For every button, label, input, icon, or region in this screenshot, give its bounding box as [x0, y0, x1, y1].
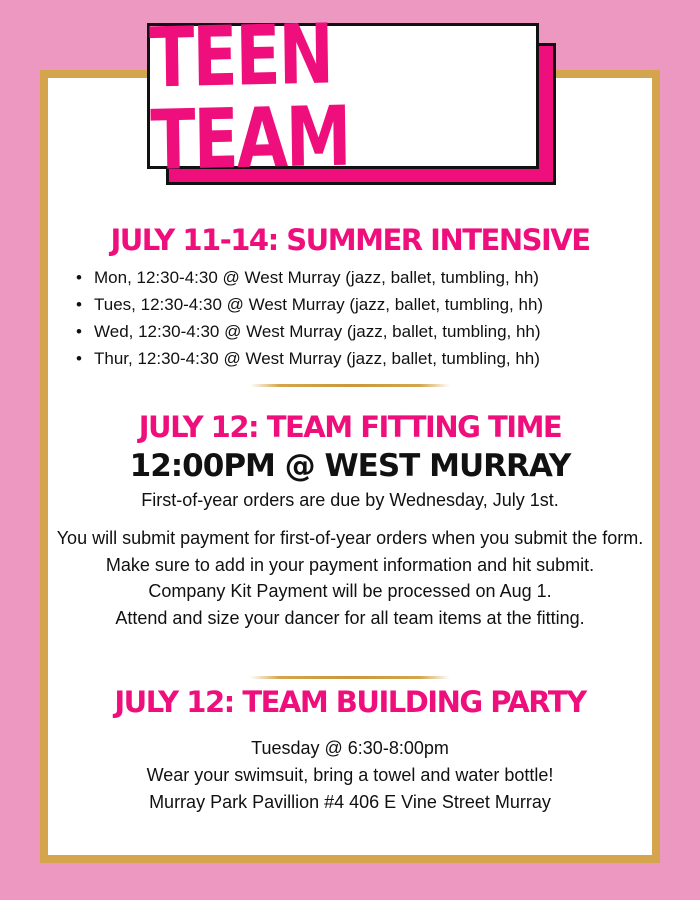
flyer-content [48, 222, 652, 531]
fitting-line-2: You will submit payment for first-of-year orders when you submit the form. Make sure to add in your payment information and hit submit. [56, 528, 644, 575]
summer-intensive-section [48, 222, 652, 372]
divider-1 [250, 384, 450, 387]
fitting-subheading: 12:00PM @ WEST MURRAY [129, 448, 571, 484]
session-item: • Mon, 12:30-4:30 @ West Murray (jazz, ballet, tumbling, hh) [76, 264, 652, 291]
party-heading: JULY 12: TEAM BUILDING PARTY [114, 685, 586, 719]
intensive-heading: JULY 11-14: SUMMER INTENSIVE [110, 223, 590, 257]
session-item: • Tues, 12:30-4:30 @ West Murray (jazz, ballet, tumbling, hh) [76, 291, 652, 318]
fitting-line-3: Company Kit Payment will be processed on Aug 1. [148, 581, 552, 601]
party-line-1: Tuesday @ 6:30-8:00pm [251, 738, 449, 758]
fitting-body [48, 525, 652, 631]
session-item: • Thur, 12:30-4:30 @ West Murray (jazz, ballet, tumbling, hh) [76, 345, 652, 372]
divider-2 [250, 676, 450, 679]
team-fitting-section [48, 409, 652, 531]
divider-2-wrap [48, 676, 652, 679]
page-title: TEEN TEAM [148, 6, 351, 189]
title-banner [147, 6, 539, 189]
fitting-heading: JULY 12: TEAM FITTING TIME [138, 410, 562, 444]
team-building-section [48, 684, 652, 816]
intensive-session-list [48, 264, 652, 372]
fitting-line-1: First-of-year orders are due by Wednesday, July 1st. [141, 490, 559, 510]
session-item: • Wed, 12:30-4:30 @ West Murray (jazz, ballet, tumbling, hh) [76, 318, 652, 345]
party-line-3: Murray Park Pavillion #4 406 E Vine Street Murray [149, 792, 551, 812]
party-line-2: Wear your swimsuit, bring a towel and water bottle! [146, 765, 554, 785]
fitting-line-4: Attend and size your dancer for all team items at the fitting. [115, 607, 585, 628]
